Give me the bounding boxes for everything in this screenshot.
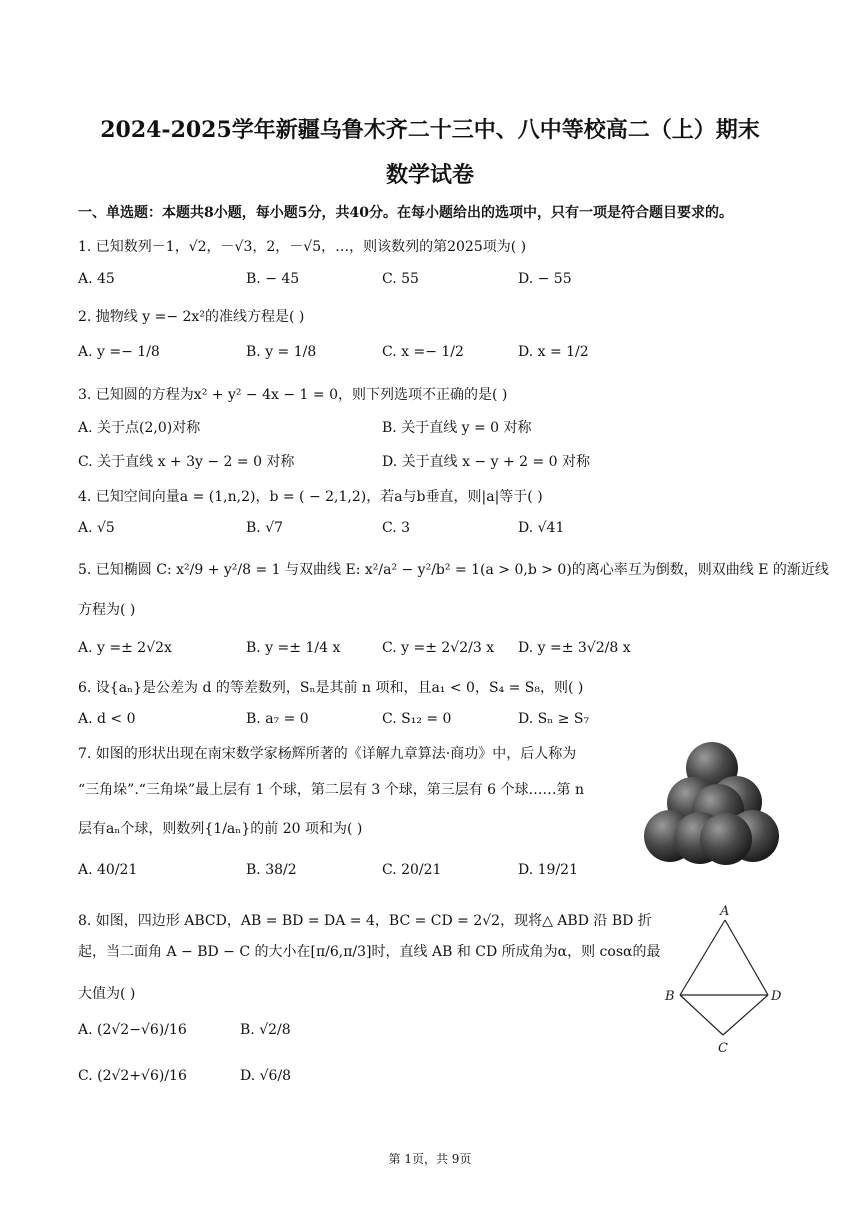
page-footer: 第 1页，共 9页 xyxy=(388,1152,472,1166)
vertex-label-b: B xyxy=(665,989,675,1004)
q5-option-c: C. y =± 2√2/3 x xyxy=(382,640,495,656)
q4-option-c: C. 3 xyxy=(382,520,411,536)
q2-stem: 2. 抛物线 y =− 2x²的准线方程是( ) xyxy=(78,309,305,325)
q2-option-d: D. x = 1/2 xyxy=(518,344,589,360)
q6-option-b: B. a₇ = 0 xyxy=(246,711,309,727)
exam-title: 2024-2025学年新疆乌鲁木齐二十三中、八中等校高二（上）期末 xyxy=(100,117,760,143)
vertex-label-d: D xyxy=(771,989,782,1004)
q4-stem: 4. 已知空间向量a = (1,n,2)，b = ( − 2,1,2)，若a与b垂直，则|a|等于( ) xyxy=(78,489,543,505)
vertex-label-c: C xyxy=(718,1041,728,1056)
q5-option-d: D. y =± 3√2/8 x xyxy=(518,640,631,656)
q8-option-d: D. √6/8 xyxy=(240,1068,292,1084)
q8-option-a: A. (2√2−√6)/16 xyxy=(78,1022,187,1038)
q5-stem-line1: 5. 已知椭圆 C: x²/9 + y²/8 = 1 与双曲线 E: x²/a² − y²/b² = 1(a > 0,b > 0)的离心率互为倒数，则双曲线 E 的渐近线 xyxy=(78,562,829,578)
q2-option-b: B. y = 1/8 xyxy=(246,344,317,360)
q5-stem-line2: 方程为( ) xyxy=(78,602,136,618)
q7-option-a: A. 40/21 xyxy=(78,862,138,878)
q3-option-c: C. 关于直线 x + 3y − 2 = 0 对称 xyxy=(78,454,295,470)
stacked-spheres-illustration xyxy=(640,738,785,868)
q5-option-a: A. y =± 2√2x xyxy=(78,640,172,656)
vertex-label-a: A xyxy=(720,904,730,919)
q1-option-c: C. 55 xyxy=(382,271,419,287)
q1-stem: 1. 已知数列－1，√2，－√3，2，－√5，…，则该数列的第2025项为( ) xyxy=(78,239,527,255)
q1-option-b: B. − 45 xyxy=(246,271,300,287)
q3-option-d: D. 关于直线 x − y + 2 = 0 对称 xyxy=(382,454,591,470)
q3-stem: 3. 已知圆的方程为x² + y² − 4x − 1 = 0，则下列选项不正确的是( ) xyxy=(78,387,508,403)
q4-option-d: D. √41 xyxy=(518,520,565,536)
exam-subtitle: 数学试卷 xyxy=(385,162,474,188)
q8-option-b: B. √2/8 xyxy=(240,1022,291,1038)
q6-stem: 6. 设{aₙ}是公差为 d 的等差数列，Sₙ是其前 n 项和，且a₁ < 0，S₄ = S₈，则( ) xyxy=(78,680,584,696)
q2-option-a: A. y =− 1/8 xyxy=(78,344,160,360)
q4-option-a: A. √5 xyxy=(78,520,115,536)
q8-stem-line3: 大值为( ) xyxy=(78,986,136,1002)
q5-option-b: B. y =± 1/4 x xyxy=(246,640,341,656)
q8-stem-line1: 8. 如图，四边形 ABCD，AB = BD = DA = 4，BC = CD = 2√2，现将△ ABD 沿 BD 折 xyxy=(78,913,652,929)
q3-option-b: B. 关于直线 y = 0 对称 xyxy=(382,420,532,436)
q7-option-b: B. 38/2 xyxy=(246,862,297,878)
q1-option-d: D. − 55 xyxy=(518,271,572,287)
q7-stem-line3: 层有aₙ个球，则数列{1/aₙ}的前 20 项和为( ) xyxy=(78,821,363,837)
section-header: 一、单选题：本题共8小题，每小题5分，共40分。在每小题给出的选项中，只有一项是符合题目要求的。 xyxy=(78,205,733,221)
q6-option-d: D. Sₙ ≥ S₇ xyxy=(518,711,590,727)
quadrilateral-abcd-diagram xyxy=(655,900,795,1060)
q1-option-a: A. 45 xyxy=(78,271,115,287)
q2-option-c: C. x =− 1/2 xyxy=(382,344,464,360)
q7-stem-line2: “三角垛”.“三角垛”最上层有 1 个球，第二层有 3 个球，第三层有 6 个球……第 n xyxy=(78,782,584,798)
q7-option-d: D. 19/21 xyxy=(518,862,578,878)
q7-option-c: C. 20/21 xyxy=(382,862,442,878)
q6-option-c: C. S₁₂ = 0 xyxy=(382,711,452,727)
q3-option-a: A. 关于点(2,0)对称 xyxy=(78,420,201,436)
q7-stem-line1: 7. 如图的形状出现在南宋数学家杨辉所著的《详解九章算法·商功》中，后人称为 xyxy=(78,746,577,762)
q8-stem-line2: 起，当二面角 A − BD − C 的大小在[π/6,π/3]时，直线 AB 和 CD 所成角为α，则 cosα的最 xyxy=(78,944,661,960)
q8-option-c: C. (2√2+√6)/16 xyxy=(78,1068,187,1084)
q4-option-b: B. √7 xyxy=(246,520,284,536)
q6-option-a: A. d < 0 xyxy=(78,711,136,727)
